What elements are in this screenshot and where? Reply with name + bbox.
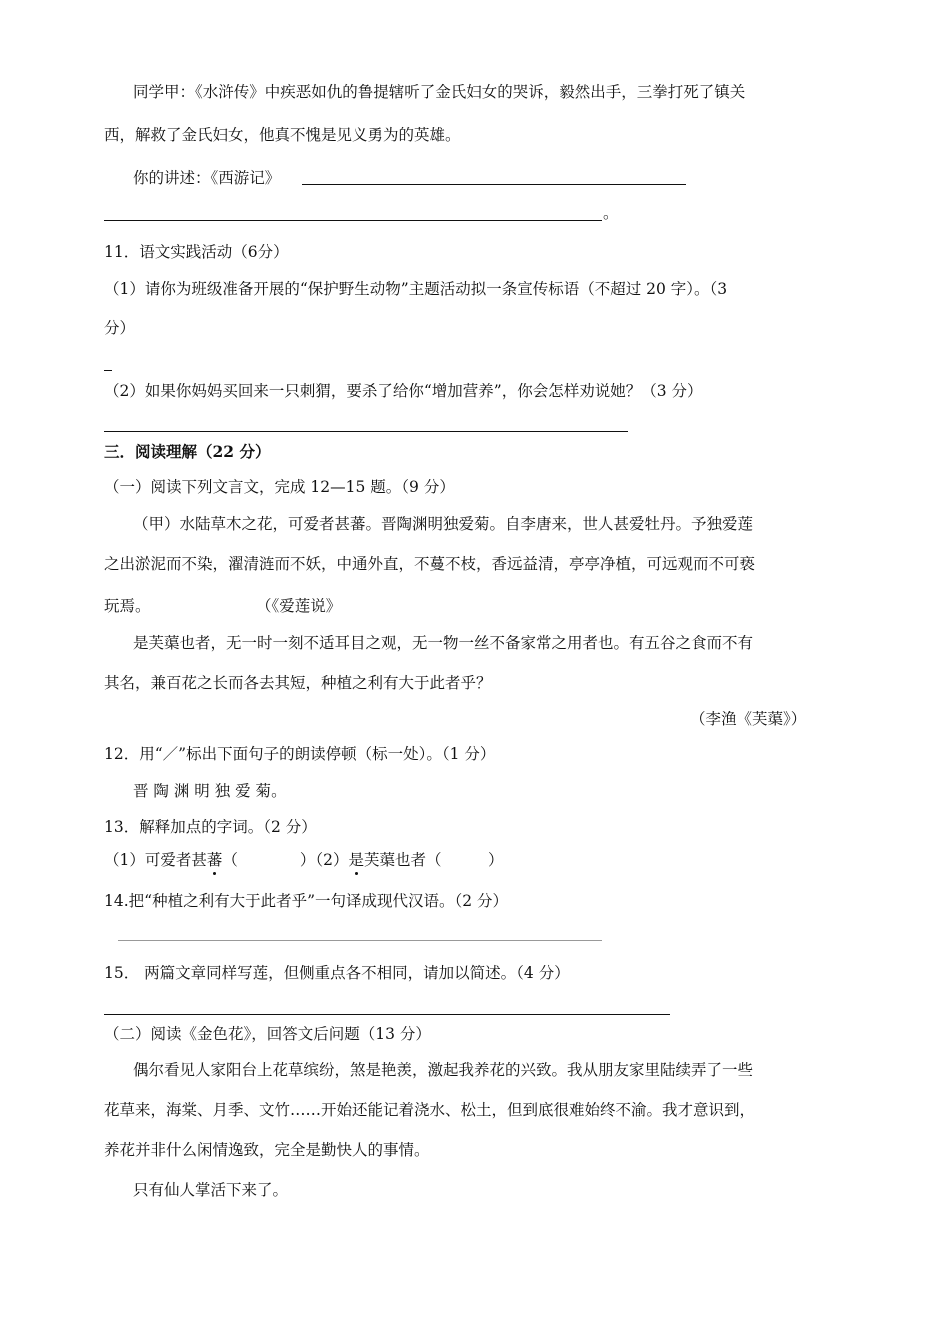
question-15: 15． 两篇文章同样写莲，但侧重点各不相同，请加以简述。（4 分） [104, 964, 570, 982]
paragraph-line: 同学甲：《水浒传》中疾恶如仇的鲁提辖听了金氏妇女的哭诉，毅然出手，三拳打死了镇关 [133, 83, 746, 101]
answer-prompt: 你的讲述：《西游记》 [133, 169, 281, 187]
dotted-char: 是 [348, 851, 365, 869]
answer-line[interactable] [104, 431, 628, 432]
passage-line: 偶尔看见人家阳台上花草缤纷，煞是艳羡，激起我养花的兴致。我从朋友家里陆续弄了一些 [133, 1061, 754, 1079]
period: 。 [603, 204, 619, 222]
question-11-1-cont: 分） [104, 319, 136, 337]
question-11-1: （1）请你为班级准备开展的“保护野生动物”主题活动拟一条宣传标语（不超过 20 字）。（3 [104, 280, 728, 298]
part-title: （二）阅读《金色花》，回答文后问题（13 分） [104, 1025, 431, 1043]
passage-source: （李渔《芙蕖》） [690, 710, 807, 728]
dotted-char: 蕃 [206, 851, 223, 869]
item-text: （1）可爱者甚 [104, 851, 207, 869]
question-12: 12．用“／”标出下面句子的朗读停顿（标一处）。（1 分） [104, 745, 496, 763]
passage-line: 是芙蕖也者，无一时一刻不适耳目之观，无一物一丝不备家常之用者也。有五谷之食而不有 [133, 634, 754, 652]
passage-source: （《爱莲说》 [256, 597, 342, 615]
item-text: （ ）（2） [222, 851, 349, 869]
question-11-2: （2）如果你妈妈买回来一只刺猬，要杀了给你“增加营养”，你会怎样劝说她？（3 分） [104, 382, 703, 400]
question-13: 13．解释加点的字词。（2 分） [104, 818, 317, 836]
part-title: （一）阅读下列文言文，完成 12—15 题。（9 分） [104, 478, 455, 496]
section-title: 三．阅读理解（22 分） [104, 442, 271, 461]
answer-line[interactable] [118, 940, 602, 941]
passage-line: 只有仙人掌活下来了。 [133, 1181, 289, 1199]
question-13-items [104, 850, 504, 870]
question-11: 11．语文实践活动（6分） [104, 243, 289, 261]
passage-line: 其名，兼百花之长而各去其短，种植之利有大于此者乎？ [104, 674, 492, 692]
item-text: 芙蕖也者（ ） [364, 851, 504, 869]
passage-line: 之出淤泥而不染，濯清涟而不妖，中通外直，不蔓不枝，香远益清，亭亭净植，可远观而不可亵 [104, 555, 756, 573]
question-12-sentence: 晋 陶 渊 明 独 爱 菊。 [133, 782, 287, 800]
passage-line: 玩焉。 [104, 597, 151, 615]
answer-line[interactable] [104, 1014, 670, 1015]
question-14: 14.把“种植之利有大于此者乎”一句译成现代汉语。（2 分） [104, 892, 509, 910]
passage-line: （甲）水陆草木之花，可爱者甚蕃。晋陶渊明独爱菊。自李唐来，世人甚爱牡丹。予独爱莲 [133, 515, 754, 533]
answer-line[interactable] [302, 184, 686, 185]
passage-line: 养花并非什么闲情逸致，完全是勤快人的事情。 [104, 1141, 430, 1159]
paragraph-line: 西，解救了金氏妇女，他真不愧是见义勇为的英雄。 [104, 126, 461, 144]
passage-line: 花草来，海棠、月季、文竹……开始还能记着浇水、松土，但到底很难始终不渝。我才意识到， [104, 1101, 756, 1119]
answer-line[interactable] [104, 220, 602, 221]
answer-line[interactable] [104, 370, 112, 371]
